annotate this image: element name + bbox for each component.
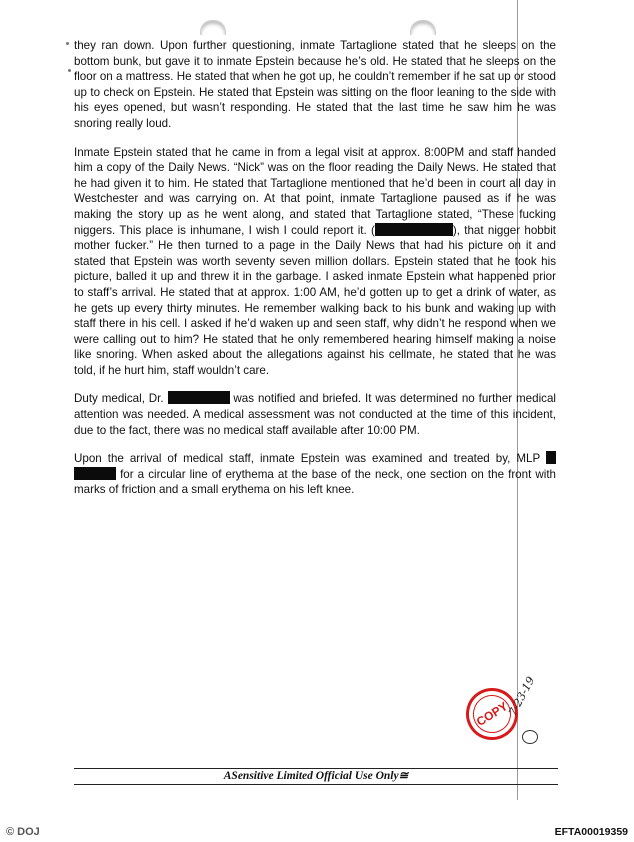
scan-speck: [68, 69, 71, 72]
redaction-box: [74, 467, 116, 480]
punch-hole-icon: [410, 20, 436, 35]
paragraph-text: for a circular line of erythema at the base of the neck, one section on the front with marks of friction and a small erythema on his left knee.: [74, 467, 556, 497]
bates-number: EFTA00019359: [554, 826, 628, 838]
paragraph-duty-medical: [74, 391, 556, 438]
paragraph-medical-exam: [74, 451, 556, 498]
paragraph-epstein-statement: [74, 145, 556, 379]
footer-classification: ASensitive Limited Official Use Only≅: [223, 770, 409, 782]
redaction-box: [375, 223, 453, 236]
paragraph-text: Duty medical, Dr.: [74, 392, 168, 406]
handwritten-date: 7-23-19: [506, 674, 538, 719]
redaction-box: [168, 391, 230, 404]
punch-hole-icon: [200, 20, 226, 35]
redaction-box: [546, 451, 556, 464]
paragraph-text: Upon the arrival of medical staff, inmate Epstein was examined and treated by, MLP: [74, 452, 546, 466]
paragraph-text: was notified and briefed. It was determined no further medical attention was needed. A medical assessment was not conducted at the time of this incident, due to the fact, there was no medical staff available after 10:00 PM.: [74, 392, 556, 437]
handwritten-initials: [522, 730, 538, 744]
scan-speck: [66, 42, 69, 45]
paragraph-text: ), that nigger hobbit mother fucker.” He then turned to a page in the Daily News that had his picture on it and stated that Epstein was worth seventy seven million dollars. Epstein stated that he took his picture, balled it up and threw it in the garbage. I asked inmate Epstein what happened prior to staff’s arrival. He stated that at approx. 1:00 AM, he’d gotten up to get a drink of water, as he gets up every thirty minutes. He remember walking back to his bunk and waking up with staff there in his cell. I asked if he’d waken up and seen staff, why didn’t he respond when we were calling out to him? He stated that he only remembered hearing himself making a noise like snoring. When asked about the allegations against his cellmate, he stated that he was told, if he hurt him, staff wouldn’t care.: [74, 223, 556, 377]
paragraph-tartaglione-statement: they ran down. Upon further questioning, inmate Tartaglione stated that he sleeps on the bottom bunk, but gave it to inmate Epstein because he’s old. He stated that he sleeps on the floor on a mattress. He stated that when he got up, he couldn’t remember if he sat up or stood up to check on Epstein. He stated that Epstein was sitting on the floor leaning to the side with his eyes opened, but wasn’t responding. He stated that the last time he saw him he was snoring really loud.: [74, 39, 556, 130]
paragraph-text: Inmate Epstein stated that he came in from a legal visit at approx. 8:00PM and staff handed him a copy of the Daily News. “Nick” was on the floor reading the Daily News. He stated that he had given it to him. He stated that Tartaglione mentioned that he’d been in court all day in Westchester and was carrying on. At that point, inmate Tartaglione paused as if he was making the story up as he went along, and stated that Tartaglione stated, “These fucking niggers. This place is inhumane, I wish I could report it. (: [74, 145, 556, 237]
copy-stamp-text: COPY: [466, 688, 518, 740]
report-body: [74, 38, 556, 511]
image-credit: © DOJ: [6, 826, 40, 838]
footer-rule: [74, 784, 558, 785]
